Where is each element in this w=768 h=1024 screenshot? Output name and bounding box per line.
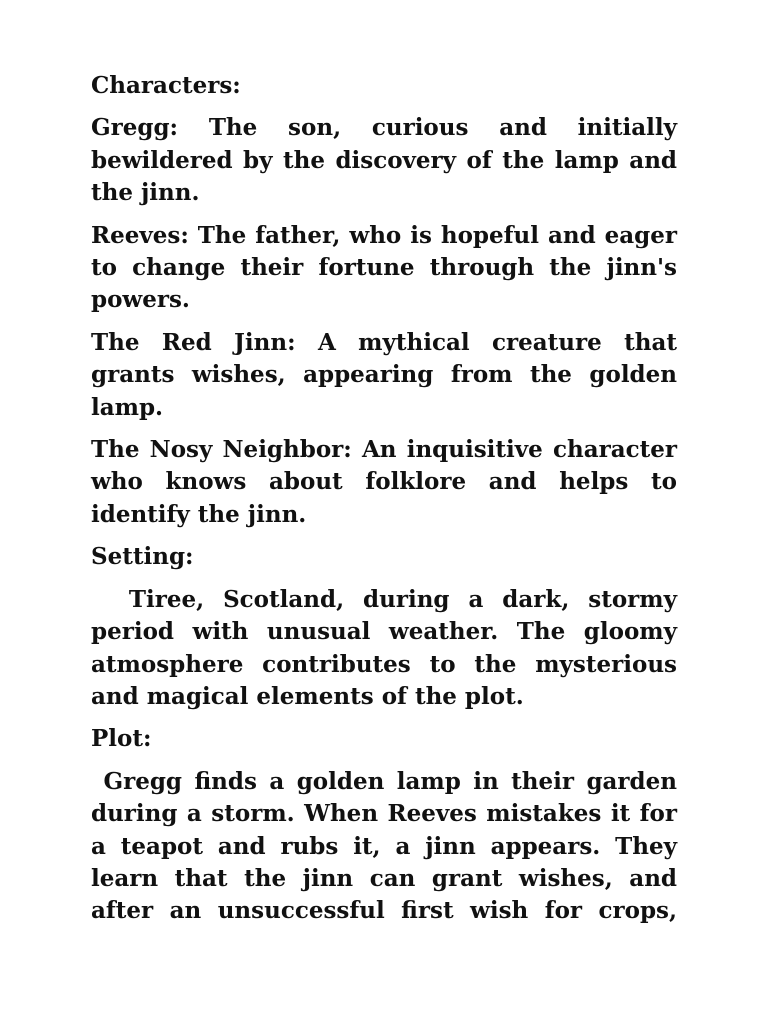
characters-heading: Characters: bbox=[91, 72, 241, 99]
character-reeves: Reeves: The father, who is hopeful and eager to change their fortune through the jinn's powers. bbox=[91, 221, 677, 314]
character-red-jinn: The Red Jinn: A mythical creature that grants wishes, appearing from the golden lamp. bbox=[91, 328, 677, 421]
plot-paragraph: Gregg finds a golden lamp in their garden during a storm. When Reeves mistakes it for a teapot and rubs it, a jinn appears. They learn that the jinn can grant wishes, and after an unsuccessful first wish for crops, bbox=[91, 767, 686, 925]
character-gregg: Gregg: The son, curious and initially bewildered by the discovery of the lamp and the jinn. bbox=[91, 114, 677, 207]
plot-heading: Plot: bbox=[91, 725, 152, 753]
document-page bbox=[91, 70, 686, 938]
setting-heading: Setting: bbox=[91, 543, 194, 571]
character-nosy-neighbor: The Nosy Neighbor: An inquisitive character who knows about folklore and helps to identify the jinn. bbox=[91, 436, 677, 528]
setting-paragraph: Tiree, Scotland, during a dark, stormy period with unusual weather. The gloomy atmosphere contributes to the mysterious and magical elements of the plot. bbox=[91, 585, 686, 710]
